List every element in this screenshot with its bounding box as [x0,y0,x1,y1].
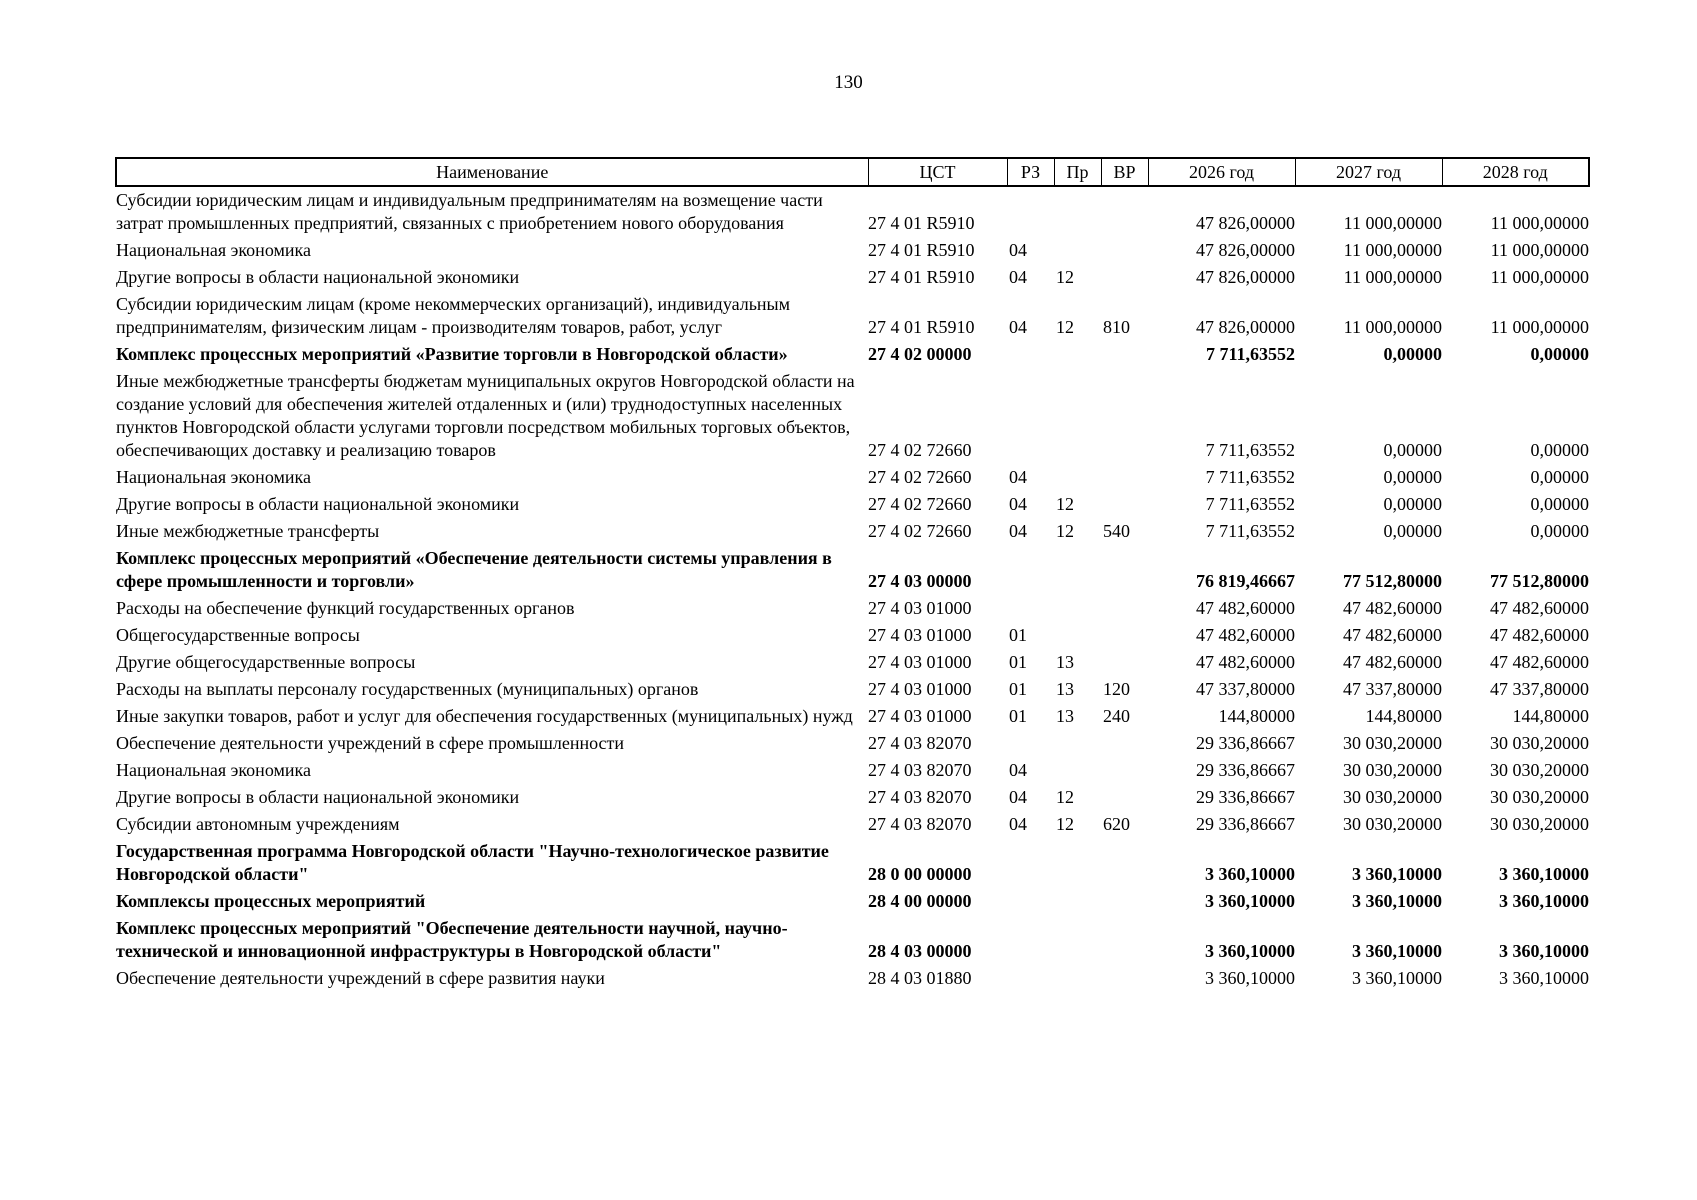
row-cst: 27 4 02 00000 [868,344,972,364]
row-2027: 11 000,00000 [1343,317,1442,337]
row-name: Иные межбюджетные трансферты бюджетам муниципальных округов Новгородской области на создание условий для обеспечения жителей отдаленных и (или) труднодоступных населенных пунктов Новгородской области услугами торговли посредством мобильных торговых объектов, обеспечивающих доставку и реализацию товаров [116,371,855,460]
table-row [116,291,1589,341]
row-name: Другие вопросы в области национальной экономики [116,787,520,807]
row-2026: 29 336,86667 [1196,787,1295,807]
header-rz: РЗ [1007,158,1054,186]
row-vr [1101,838,1148,888]
row-pr [1054,757,1101,784]
table-row [116,703,1589,730]
row-vr [1101,730,1148,757]
row-2027: 47 482,60000 [1343,652,1442,672]
table-row [116,545,1589,595]
row-2028: 30 030,20000 [1490,760,1589,780]
row-name: Субсидии автономным учреждениям [116,814,400,834]
row-cst: 27 4 01 R5910 [868,267,975,287]
row-cst: 27 4 03 00000 [868,571,972,591]
row-2028: 47 482,60000 [1490,598,1589,618]
row-cst: 27 4 01 R5910 [868,240,975,260]
row-name: Комплекс процессных мероприятий «Обеспечение деятельности системы управления в сфере промышленности и торговли» [116,548,832,591]
row-pr: 13 [1056,679,1074,699]
row-2026: 47 482,60000 [1196,625,1295,645]
row-2028: 3 360,10000 [1499,864,1589,884]
table-row [116,730,1589,757]
row-rz: 04 [1009,787,1027,807]
row-name: Комплексы процессных мероприятий [116,891,426,911]
header-pr: Пр [1054,158,1101,186]
row-pr [1054,341,1101,368]
row-2026: 47 337,80000 [1196,679,1295,699]
row-2026: 144,80000 [1218,706,1295,726]
row-2026: 7 711,63552 [1205,440,1295,460]
row-2026: 3 360,10000 [1205,941,1295,961]
table-row [116,595,1589,622]
row-vr: 810 [1103,317,1130,337]
row-2028: 47 482,60000 [1490,652,1589,672]
row-rz [1007,915,1054,965]
row-name: Национальная экономика [116,240,311,260]
row-vr: 540 [1103,521,1130,541]
row-2026: 3 360,10000 [1205,968,1295,988]
row-pr [1054,464,1101,491]
row-vr [1101,888,1148,915]
row-rz: 04 [1009,521,1027,541]
row-pr [1054,838,1101,888]
row-2026: 7 711,63552 [1205,344,1295,364]
row-2028: 3 360,10000 [1499,941,1589,961]
table-row [116,784,1589,811]
table-row [116,622,1589,649]
row-cst: 27 4 03 82070 [868,787,972,807]
row-cst: 27 4 02 72660 [868,494,972,514]
table-row [116,838,1589,888]
row-cst: 27 4 03 01000 [868,706,972,726]
row-cst: 27 4 01 R5910 [868,317,975,337]
table-row [116,915,1589,965]
row-cst: 27 4 03 82070 [868,814,972,834]
row-2028: 11 000,00000 [1490,267,1589,287]
row-pr [1054,965,1101,992]
row-cst: 27 4 03 82070 [868,760,972,780]
row-vr [1101,595,1148,622]
row-rz [1007,838,1054,888]
table-body [116,186,1589,992]
table-row [116,264,1589,291]
row-pr: 13 [1056,706,1074,726]
row-cst: 27 4 03 82070 [868,733,972,753]
row-2027: 0,00000 [1383,344,1442,364]
row-name: Государственная программа Новгородской области "Научно-технологическое развитие Новгородской области" [116,841,829,884]
row-2027: 47 337,80000 [1343,679,1442,699]
row-name: Другие вопросы в области национальной экономики [116,267,520,287]
row-2027: 11 000,00000 [1343,267,1442,287]
row-pr [1054,186,1101,237]
row-2028: 0,00000 [1530,440,1589,460]
row-2028: 11 000,00000 [1490,213,1589,233]
row-2027: 47 482,60000 [1343,625,1442,645]
row-name: Расходы на обеспечение функций государственных органов [116,598,575,618]
row-rz [1007,595,1054,622]
row-name: Комплекс процессных мероприятий "Обеспечение деятельности научной, научно-технической и инновационной инфраструктуры в Новгородской области" [116,918,788,961]
row-2027: 3 360,10000 [1352,864,1442,884]
row-2028: 144,80000 [1512,706,1589,726]
row-pr [1054,915,1101,965]
row-rz [1007,545,1054,595]
row-2026: 47 482,60000 [1196,598,1295,618]
row-2027: 11 000,00000 [1343,240,1442,260]
row-pr [1054,730,1101,757]
row-vr [1101,341,1148,368]
row-vr [1101,237,1148,264]
row-pr [1054,595,1101,622]
row-2027: 11 000,00000 [1343,213,1442,233]
row-name: Общегосударственные вопросы [116,625,360,645]
row-name: Субсидии юридическим лицам (кроме некоммерческих организаций), индивидуальным предпринимателям, физическим лицам - производителям товаров, работ, услуг [116,294,791,337]
row-name: Национальная экономика [116,467,311,487]
row-cst: 27 4 02 72660 [868,440,972,460]
header-2026: 2026 год [1148,158,1295,186]
row-rz [1007,888,1054,915]
row-vr [1101,368,1148,464]
row-cst: 27 4 02 72660 [868,521,972,541]
row-cst: 28 4 03 01880 [868,968,972,988]
row-2026: 47 826,00000 [1196,267,1295,287]
row-rz: 01 [1009,679,1027,699]
row-vr [1101,622,1148,649]
row-rz: 04 [1009,760,1027,780]
row-name: Национальная экономика [116,760,311,780]
table-row [116,237,1589,264]
row-2027: 30 030,20000 [1343,760,1442,780]
row-2027: 30 030,20000 [1343,814,1442,834]
table-row [116,649,1589,676]
header-2028: 2028 год [1442,158,1589,186]
row-cst: 28 0 00 00000 [868,864,972,884]
table-header [116,158,1589,186]
row-2028: 0,00000 [1530,344,1589,364]
row-rz [1007,730,1054,757]
row-2027: 30 030,20000 [1343,733,1442,753]
row-name: Обеспечение деятельности учреждений в сфере развития науки [116,968,605,988]
row-2028: 30 030,20000 [1490,814,1589,834]
row-vr [1101,757,1148,784]
row-vr [1101,186,1148,237]
row-rz: 01 [1009,652,1027,672]
row-vr [1101,491,1148,518]
row-2027: 144,80000 [1365,706,1442,726]
table-row [116,811,1589,838]
row-2028: 77 512,80000 [1490,571,1589,591]
header-vr: ВР [1101,158,1148,186]
row-2026: 29 336,86667 [1196,733,1295,753]
table-row [116,368,1589,464]
row-name: Иные закупки товаров, работ и услуг для обеспечения государственных (муниципальных) нужд [116,706,853,726]
row-pr: 12 [1056,814,1074,834]
row-2028: 47 482,60000 [1490,625,1589,645]
table-row [116,464,1589,491]
row-pr: 12 [1056,317,1074,337]
row-rz [1007,965,1054,992]
row-2027: 3 360,10000 [1352,941,1442,961]
row-rz: 01 [1009,625,1027,645]
row-pr: 12 [1056,521,1074,541]
row-vr: 240 [1103,706,1130,726]
row-2027: 0,00000 [1383,440,1442,460]
budget-table [115,157,1590,992]
row-vr [1101,545,1148,595]
row-2027: 30 030,20000 [1343,787,1442,807]
row-rz: 04 [1009,267,1027,287]
row-cst: 27 4 03 01000 [868,625,972,645]
row-rz: 04 [1009,467,1027,487]
row-vr [1101,965,1148,992]
table-row [116,341,1589,368]
row-pr [1054,545,1101,595]
table-row [116,757,1589,784]
row-2026: 47 482,60000 [1196,652,1295,672]
row-2026: 29 336,86667 [1196,760,1295,780]
header-2027: 2027 год [1295,158,1442,186]
row-2028: 3 360,10000 [1499,891,1589,911]
row-rz: 04 [1009,240,1027,260]
row-pr [1054,237,1101,264]
row-name: Иные межбюджетные трансферты [116,521,380,541]
row-vr [1101,264,1148,291]
row-vr: 620 [1103,814,1130,834]
row-name: Другие общегосударственные вопросы [116,652,416,672]
row-2028: 0,00000 [1530,521,1589,541]
row-2028: 0,00000 [1530,494,1589,514]
row-pr: 12 [1056,267,1074,287]
row-vr [1101,915,1148,965]
row-2027: 47 482,60000 [1343,598,1442,618]
row-name: Другие вопросы в области национальной экономики [116,494,520,514]
header-row [116,158,1589,186]
row-2026: 29 336,86667 [1196,814,1295,834]
page-number: 130 [834,72,863,93]
row-name: Субсидии юридическим лицам и индивидуальным предпринимателям на возмещение части затрат промышленных предприятий, связанных с приобретением нового оборудования [116,190,823,233]
table-row [116,676,1589,703]
row-2026: 76 819,46667 [1196,571,1295,591]
table-row [116,491,1589,518]
row-pr: 13 [1056,652,1074,672]
row-cst: 27 4 01 R5910 [868,213,975,233]
row-pr [1054,368,1101,464]
row-2028: 30 030,20000 [1490,733,1589,753]
row-2028: 11 000,00000 [1490,240,1589,260]
row-2027: 3 360,10000 [1352,968,1442,988]
row-pr: 12 [1056,787,1074,807]
row-rz: 01 [1009,706,1027,726]
row-2027: 0,00000 [1383,494,1442,514]
row-2026: 47 826,00000 [1196,240,1295,260]
row-name: Комплекс процессных мероприятий «Развитие торговли в Новгородской области» [116,344,788,364]
row-2028: 0,00000 [1530,467,1589,487]
table-row [116,888,1589,915]
row-rz: 04 [1009,317,1027,337]
row-2026: 3 360,10000 [1205,864,1295,884]
row-2027: 77 512,80000 [1343,571,1442,591]
table-row [116,186,1589,237]
row-2026: 3 360,10000 [1205,891,1295,911]
row-2028: 30 030,20000 [1490,787,1589,807]
header-name: Наименование [116,158,868,186]
row-2028: 11 000,00000 [1490,317,1589,337]
row-vr [1101,784,1148,811]
row-cst: 27 4 03 01000 [868,598,972,618]
row-2028: 3 360,10000 [1499,968,1589,988]
table-row [116,965,1589,992]
row-cst: 28 4 00 00000 [868,891,972,911]
table-row [116,518,1589,545]
row-vr: 120 [1103,679,1130,699]
row-2027: 0,00000 [1383,521,1442,541]
header-cst: ЦСТ [868,158,1007,186]
row-2026: 7 711,63552 [1205,521,1295,541]
row-cst: 28 4 03 00000 [868,941,972,961]
row-vr [1101,649,1148,676]
row-2026: 7 711,63552 [1205,467,1295,487]
row-rz [1007,186,1054,237]
row-name: Обеспечение деятельности учреждений в сфере промышленности [116,733,625,753]
row-2028: 47 337,80000 [1490,679,1589,699]
row-cst: 27 4 03 01000 [868,679,972,699]
row-vr [1101,464,1148,491]
row-pr: 12 [1056,494,1074,514]
row-2026: 47 826,00000 [1196,213,1295,233]
row-rz: 04 [1009,814,1027,834]
row-rz [1007,341,1054,368]
row-pr [1054,622,1101,649]
row-2027: 0,00000 [1383,467,1442,487]
row-2026: 47 826,00000 [1196,317,1295,337]
row-rz [1007,368,1054,464]
row-2027: 3 360,10000 [1352,891,1442,911]
row-pr [1054,888,1101,915]
row-2026: 7 711,63552 [1205,494,1295,514]
row-cst: 27 4 02 72660 [868,467,972,487]
row-name: Расходы на выплаты персоналу государственных (муниципальных) органов [116,679,699,699]
row-rz: 04 [1009,494,1027,514]
row-cst: 27 4 03 01000 [868,652,972,672]
